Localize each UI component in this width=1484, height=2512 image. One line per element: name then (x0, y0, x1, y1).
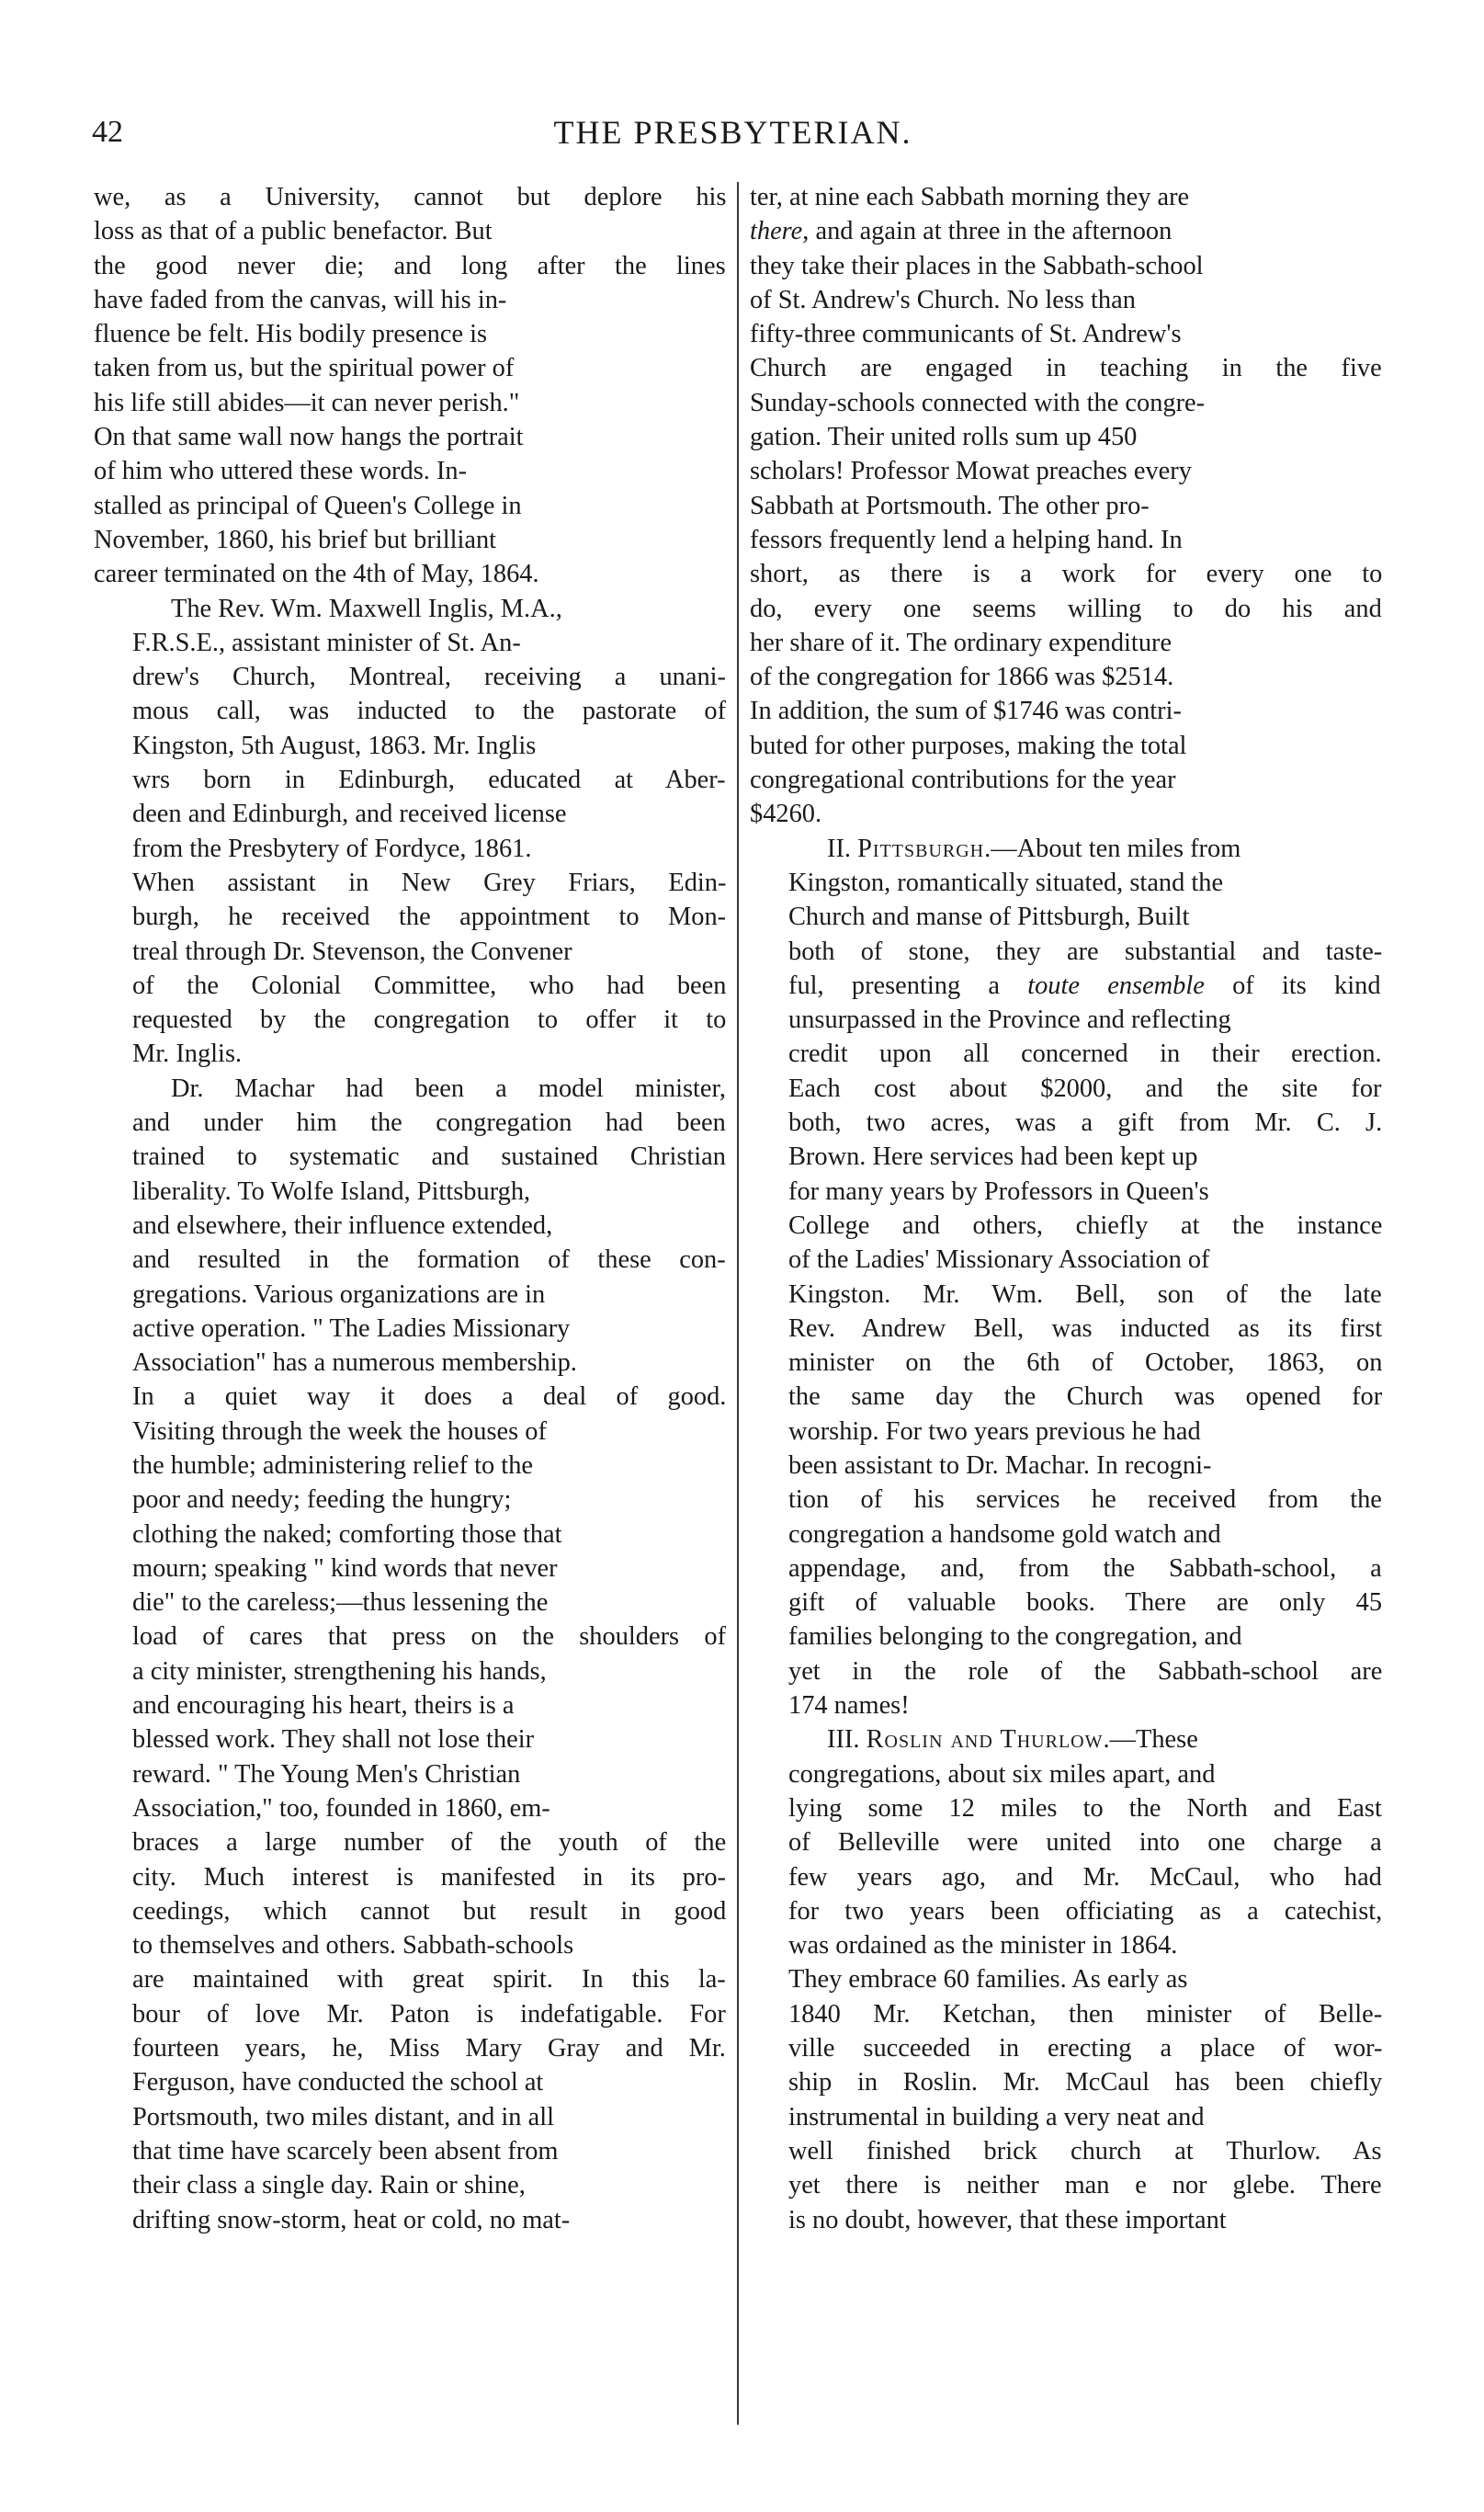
text-line: In addition, the sum of $1746 was contri- (750, 697, 1182, 726)
text-line: 174 names! (788, 1691, 910, 1721)
text-line: buted for other purposes, making the total (750, 731, 1187, 760)
column-divider (737, 182, 739, 2425)
page-number: 42 (92, 115, 123, 149)
text-line: clothing the naked; comforting those that (132, 1519, 562, 1549)
text-line: trained to systematic and sustained Christian (132, 1142, 726, 1172)
text-line: Sunday-schools connected with the congre- (750, 388, 1206, 417)
text-line: taken from us, but the spiritual power of (94, 354, 515, 383)
text-line: reward. " The Young Men's Christian (132, 1759, 521, 1789)
text-line: November, 1860, his brief but brilliant (94, 525, 497, 554)
text-line: the good never die; and long after the lines (94, 251, 726, 280)
text-line: few years ago, and Mr. McCaul, who had (788, 1862, 1382, 1892)
text-line: families belonging to the congregation, and (788, 1622, 1242, 1652)
text-line: a city minister, strengthening his hands, (132, 1656, 547, 1686)
paragraph (750, 1722, 1382, 2236)
text-line: burgh, he received the appointment to Mon- (132, 903, 726, 932)
text-line: They embrace 60 families. As early as (788, 1965, 1188, 1995)
text-line: of him who uttered these words. In- (94, 457, 468, 486)
text-line: ter, at nine each Sabbath morning they are (750, 183, 1190, 211)
text-line: III. Roslin and Thurlow.—These (827, 1725, 1198, 1755)
text-line: gation. Their united rolls sum up 450 (750, 423, 1138, 452)
text-line: load of cares that press on the shoulders of (132, 1622, 726, 1652)
text-line: liberality. To Wolfe Island, Pittsburgh, (132, 1176, 531, 1206)
text-line: fifty-three communicants of St. Andrew's (750, 320, 1182, 349)
text-line: Kingston, 5th August, 1863. Mr. Inglis (132, 731, 537, 760)
text-line: Church and manse of Pittsburgh, Built (788, 903, 1190, 932)
paragraph (94, 592, 726, 1072)
text-line: stalled as principal of Queen's College in (94, 491, 522, 520)
text-line: yet in the role of the Sabbath-school are (788, 1656, 1382, 1686)
text-line: treal through Dr. Stevenson, the Convener (132, 937, 572, 966)
text-line: both, two acres, was a gift from Mr. C. J. (788, 1108, 1382, 1138)
text-line: is no doubt, however, that these important (788, 2205, 1227, 2234)
text-line: Rev. Andrew Bell, was inducted as its first (788, 1313, 1382, 1343)
text-line: congregations, about six miles apart, and (788, 1759, 1216, 1789)
text-line: fourteen years, he, Miss Mary Gray and Mr. (132, 2034, 726, 2063)
paragraph (94, 180, 726, 592)
text-line: unsurpassed in the Province and reflecting (788, 1006, 1231, 1035)
text-line: scholars! Professor Mowat preaches every (750, 457, 1192, 486)
text-line: ceedings, which cannot but result in good (132, 1896, 726, 1926)
text-line: ful, presenting a toute ensemble of its kind (788, 971, 1381, 1000)
text-line: drifting snow-storm, heat or cold, no mat- (132, 2205, 571, 2234)
text-line: we, as a University, cannot but deplore his (94, 183, 726, 211)
text-line: mous call, was inducted to the pastorate of (132, 697, 726, 726)
text-line: drew's Church, Montreal, receiving a unani- (132, 663, 726, 692)
right-column (750, 180, 1382, 2423)
text-line: wrs born in Edinburgh, educated at Aber- (132, 766, 726, 795)
page-header (92, 108, 1374, 156)
text-line: have faded from the canvas, will his in- (94, 285, 507, 314)
text-line: fessors frequently lend a helping hand. In (750, 525, 1183, 554)
running-title: THE PRESBYTERIAN. (553, 114, 912, 151)
text-line: and under him the congregation had been (132, 1108, 726, 1138)
text-line: ville succeeded in erecting a place of wor- (788, 2034, 1382, 2063)
text-line: and resulted in the formation of these con- (132, 1245, 726, 1275)
text-line: worship. For two years previous he had (788, 1416, 1201, 1446)
text-line: Sabbath at Portsmouth. The other pro- (750, 491, 1150, 520)
text-line: of the Colonial Committee, who had been (132, 971, 726, 1000)
text-line: her share of it. The ordinary expenditure (750, 628, 1172, 657)
text-line: and encouraging his heart, theirs is a (132, 1691, 515, 1721)
text-line: of the congregation for 1866 was $2514. (750, 663, 1174, 692)
text-line: to themselves and others. Sabbath-schools (132, 1931, 574, 1961)
text-line: Each cost about $2000, and the site for (788, 1074, 1382, 1103)
text-line: his life still abides—it can never perish." (94, 388, 520, 417)
text-line: gift of valuable books. There are only 45 (788, 1588, 1382, 1618)
paragraph (94, 1072, 726, 2237)
text-line: that time have scarcely been absent from (132, 2136, 559, 2165)
text-line: tion of his services he received from the (788, 1485, 1382, 1515)
text-line: city. Much interest is manifested in its pro- (132, 1862, 726, 1892)
text-line: do, every one seems willing to do his and (750, 594, 1382, 623)
paragraph (750, 180, 1382, 832)
text-line: for many years by Professors in Queen's (788, 1176, 1209, 1206)
text-line: The Rev. Wm. Maxwell Inglis, M.A., (171, 594, 562, 623)
text-line: both of stone, they are substantial and taste- (788, 937, 1382, 966)
text-line: active operation. " The Ladies Missionary (132, 1313, 571, 1343)
text-line: career terminated on the 4th of May, 1864. (94, 560, 539, 589)
text-line: On that same wall now hangs the portrait (94, 423, 524, 452)
text-line: their class a single day. Rain or shine, (132, 2171, 526, 2200)
text-line: mourn; speaking " kind words that never (132, 1553, 558, 1583)
text-line: short, as there is a work for every one to (750, 560, 1382, 589)
paragraph (750, 832, 1382, 1723)
text-line: Church are engaged in teaching in the five (750, 354, 1382, 383)
text-line: they take their places in the Sabbath-school (750, 251, 1204, 280)
text-line: College and others, chiefly at the instance (788, 1211, 1382, 1240)
text-line: fluence be felt. His bodily presence is (94, 320, 488, 349)
text-line: When assistant in New Grey Friars, Edin- (132, 868, 726, 897)
text-line: of the Ladies' Missionary Association of (788, 1245, 1210, 1275)
text-line: blessed work. They shall not lose their (132, 1725, 535, 1755)
text-line: Kingston, romantically situated, stand the (788, 868, 1224, 897)
text-line: braces a large number of the youth of the (132, 1828, 726, 1858)
text-line: II. Pittsburgh.—About ten miles from (827, 834, 1241, 863)
text-line: ship in Roslin. Mr. McCaul has been chiefly (788, 2068, 1382, 2097)
text-line: Association" has a numerous membership. (132, 1348, 577, 1378)
text-line: the humble; administering relief to the (132, 1450, 533, 1480)
text-line: loss as that of a public benefactor. But (94, 217, 493, 246)
text-line: of St. Andrew's Church. No less than (750, 285, 1136, 314)
text-line: appendage, and, from the Sabbath-school, a (788, 1553, 1382, 1583)
text-line: credit upon all concerned in their erection. (788, 1040, 1382, 1069)
text-line: Brown. Here services had been kept up (788, 1142, 1198, 1172)
text-line: requested by the congregation to offer it to (132, 1006, 726, 1035)
text-line: and elsewhere, their influence extended, (132, 1211, 553, 1240)
text-line: well finished brick church at Thurlow. As (788, 2136, 1382, 2165)
text-line: Portsmouth, two miles distant, and in all (132, 2102, 554, 2131)
text-line: bour of love Mr. Paton is indefatigable. For (132, 1999, 726, 2029)
text-line: the same day the Church was opened for (788, 1382, 1382, 1412)
text-line: poor and needy; feeding the hungry; (132, 1485, 512, 1515)
text-line: are maintained with great spirit. In this la- (132, 1965, 726, 1995)
text-line: Visiting through the week the houses of (132, 1416, 547, 1446)
text-line: Association," too, founded in 1860, em- (132, 1793, 550, 1823)
left-column (94, 180, 726, 2423)
text-line: been assistant to Dr. Machar. In recogni- (788, 1450, 1212, 1480)
text-line: die" to the careless;—thus lessening the (132, 1588, 549, 1618)
text-line: Ferguson, have conducted the school at (132, 2068, 544, 2097)
text-line: minister on the 6th of October, 1863, on (788, 1348, 1382, 1378)
text-line: congregational contributions for the year (750, 766, 1176, 795)
text-line: from the Presbytery of Fordyce, 1861. (132, 834, 532, 863)
text-line: F.R.S.E., assistant minister of St. An- (132, 628, 521, 657)
text-line: $4260. (750, 800, 822, 829)
text-line: for two years been officiating as a catechist, (788, 1896, 1382, 1926)
text-line: Dr. Machar had been a model minister, (171, 1074, 726, 1103)
text-line: deen and Edinburgh, and received license (132, 800, 567, 829)
text-line: congregation a handsome gold watch and (788, 1519, 1221, 1549)
text-line: lying some 12 miles to the North and East (788, 1793, 1382, 1823)
text-line: of Belleville were united into one charge a (788, 1828, 1382, 1858)
text-line: Kingston. Mr. Wm. Bell, son of the late (788, 1279, 1382, 1309)
text-line: Mr. Inglis. (132, 1040, 243, 1069)
text-line: was ordained as the minister in 1864. (788, 1931, 1178, 1961)
text-line: yet there is neither man e nor glebe. There (788, 2171, 1382, 2200)
text-line: there, and again at three in the afternoon (750, 217, 1172, 246)
text-line: instrumental in building a very neat and (788, 2102, 1205, 2131)
text-line: In a quiet way it does a deal of good. (132, 1382, 726, 1412)
text-line: 1840 Mr. Ketchan, then minister of Belle- (788, 1999, 1382, 2029)
text-line: gregations. Various organizations are in (132, 1279, 546, 1309)
